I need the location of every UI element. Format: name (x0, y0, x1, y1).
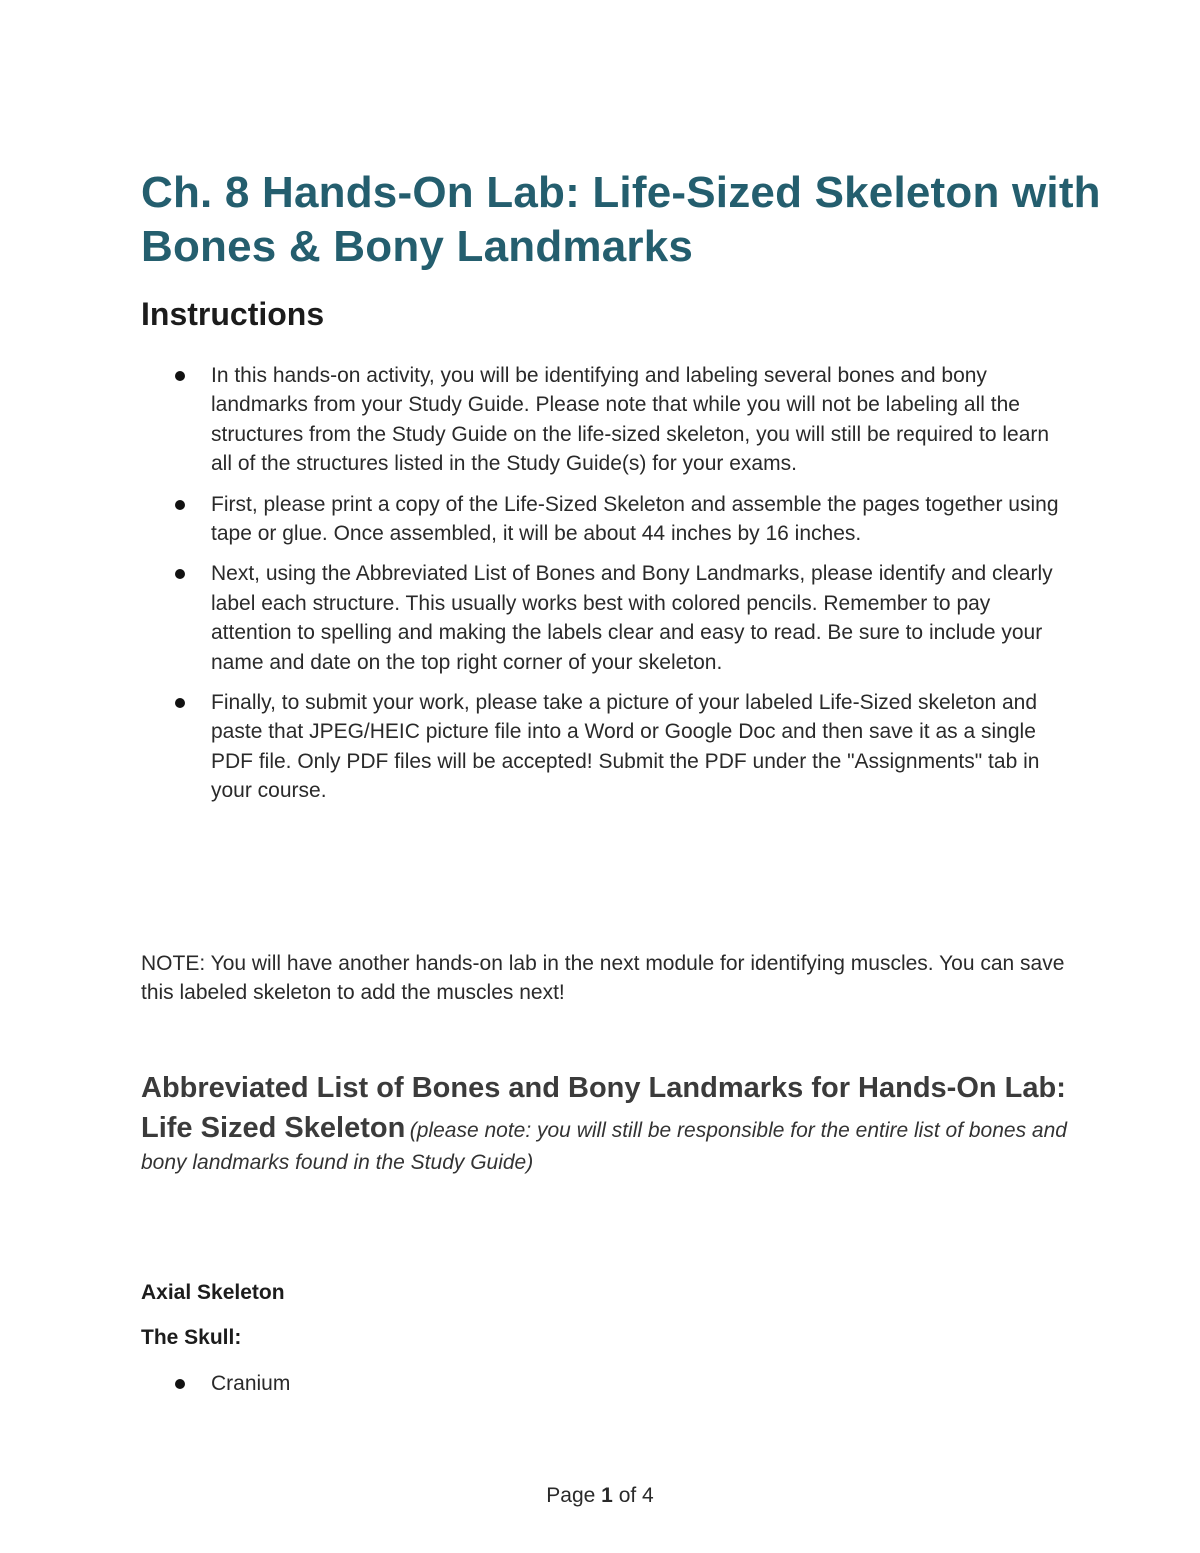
list-item-text: First, please print a copy of the Life-Sized Skeleton and assemble the pages together using tape or glue. Once assembled, it will be about 44 inches by 16 inches. (211, 492, 1059, 546)
list-item (141, 361, 1071, 479)
skull-list (141, 1369, 741, 1398)
list-item-text: In this hands-on activity, you will be identifying and labeling several bones and bony landmarks from your Study Guide. Please note that while you will not be labeling all the structures from the Study Guide on the life-sized skeleton, you will still be required to learn all of the structures listed in the Study Guide(s) for your exams. (211, 364, 1050, 476)
footer-page-label: Page (546, 1484, 596, 1507)
list-item (141, 688, 1071, 806)
bullet-icon (175, 698, 185, 708)
footer-page-number: 1 (601, 1484, 613, 1507)
abbreviated-list-title: Abbreviated List of Bones and Bony Landmarks for Hands-On Lab: Life Sized Skeleton (141, 1072, 1066, 1144)
bullet-icon (175, 371, 185, 381)
instructions-list (141, 361, 1071, 817)
page-footer (0, 1484, 1200, 1508)
list-item-text: Next, using the Abbreviated List of Bones and Bony Landmarks, please identify and clearly label each structure. This usually works best with colored pencils. Remember to pay attention to spelling and making the labels clear and easy to read. Be sure to include your name and date on the top right corner of your skeleton. (211, 562, 1053, 674)
abbreviated-list-note: (please note: you will still be responsible for the entire list of bones and bony landmarks found in the Study Guide) (141, 1119, 1067, 1174)
note-paragraph: NOTE: You will have another hands-on lab in the next module for identifying muscles. You can save this labeled skeleton to add the muscles next! (141, 952, 1065, 1005)
skull-heading: The Skull: (141, 1326, 242, 1349)
list-item (141, 490, 1071, 549)
document-title: Ch. 8 Hands-On Lab: Life-Sized Skeleton with Bones & Bony Landmarks (141, 168, 1101, 271)
list-item (141, 1369, 741, 1398)
abbreviated-list-heading (141, 1068, 1076, 1178)
bullet-icon (175, 1379, 185, 1389)
footer-page-total: of 4 (618, 1484, 654, 1507)
axial-skeleton-heading: Axial Skeleton (141, 1281, 285, 1304)
bullet-icon (175, 569, 185, 579)
bullet-icon (175, 500, 185, 510)
list-item-text: Cranium (211, 1372, 291, 1395)
instructions-heading: Instructions (141, 296, 325, 332)
list-item (141, 559, 1071, 677)
list-item-text: Finally, to submit your work, please take a picture of your labeled Life-Sized skeleton and paste that JPEG/HEIC picture file into a Word or Google Doc and then save it as a single PDF file. Only PDF files will be accepted! Submit the PDF under the "Assignments" tab in your course. (211, 691, 1040, 803)
